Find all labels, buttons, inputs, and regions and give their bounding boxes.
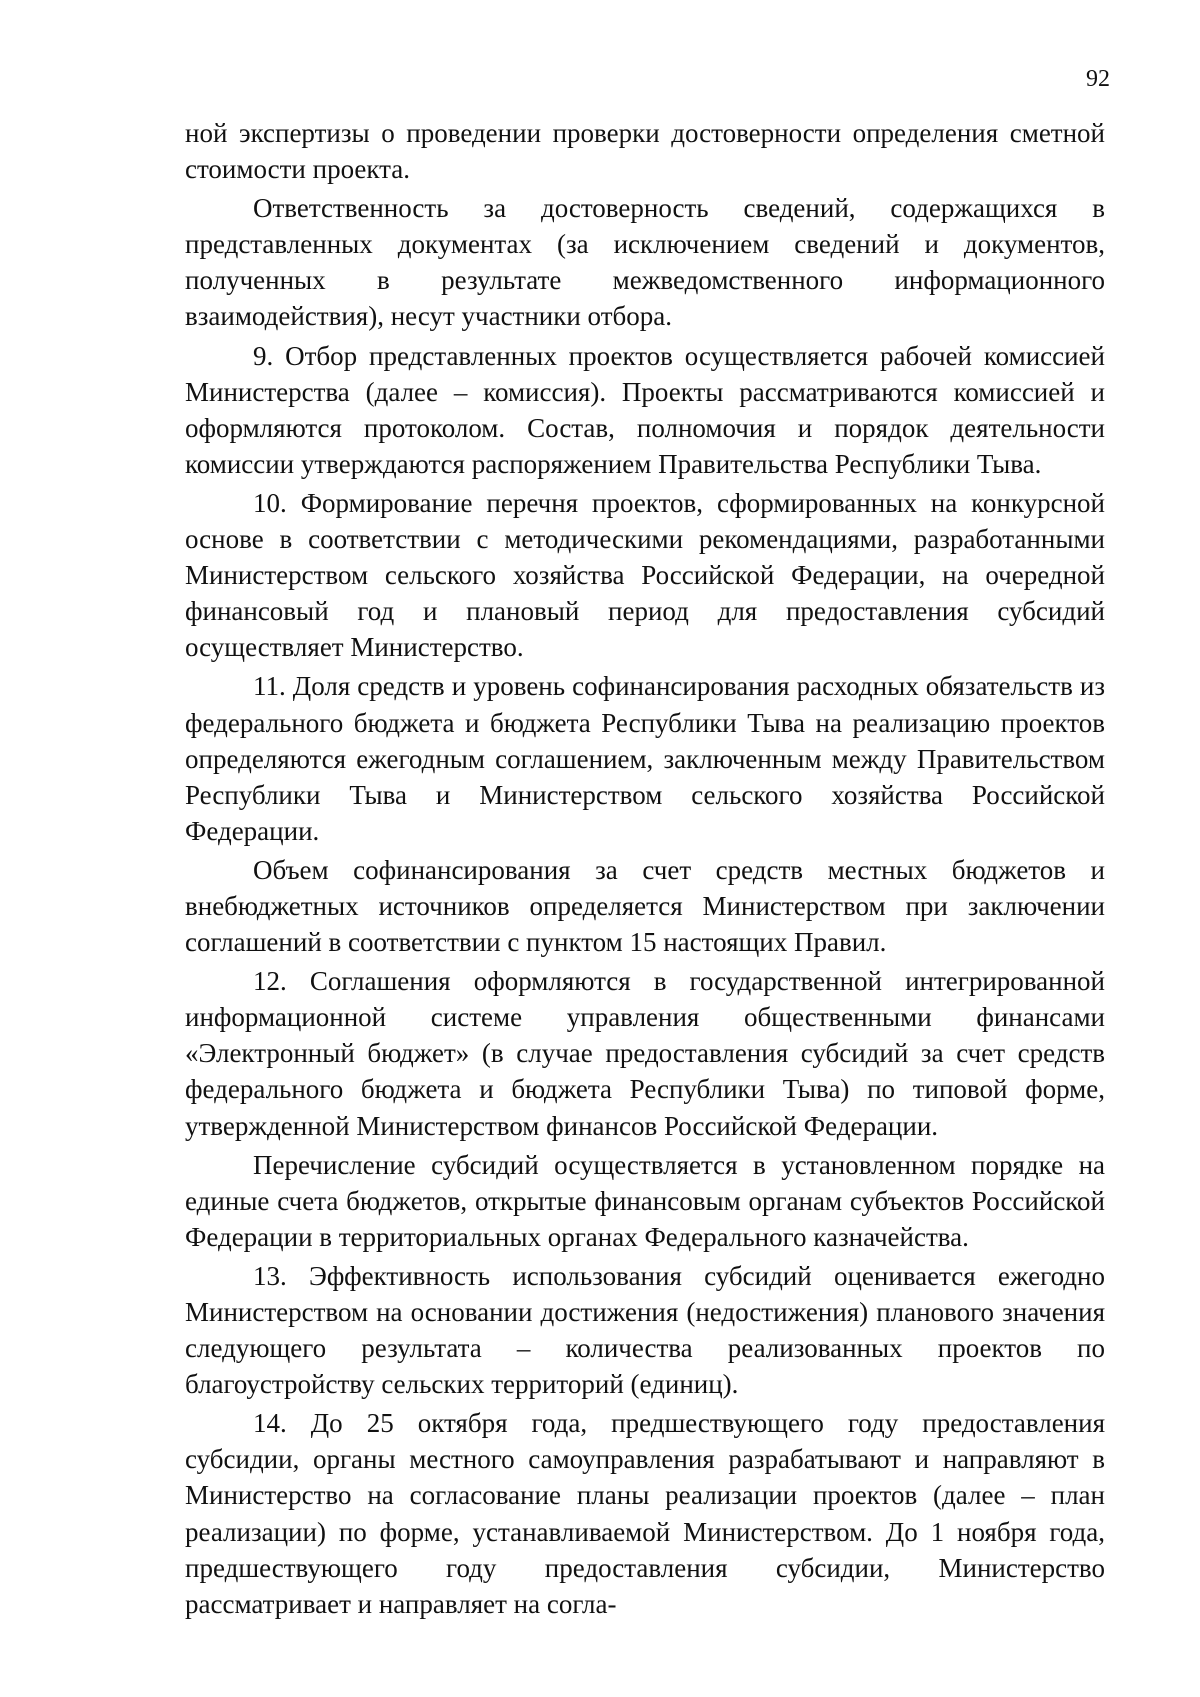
document-body	[185, 115, 1105, 1622]
paragraph-item-11: 11. Доля средств и уровень софинансирования расходных обязательств из федерального бюджета и бюджета Республики Тыва на реализацию проектов определяются ежегодным соглашением, заключенным между Правительством Республики Тыва и Министерством сельского хозяйства Российской Федерации.	[185, 671, 1105, 846]
paragraph-continuation: ной экспертизы о проведении проверки достоверности определения сметной стоимости проекта.	[185, 118, 1105, 185]
paragraph-item-12: 12. Соглашения оформляются в государственной интегрированной информационной системе управления общественными финансами «Электронный бюджет» (в случае предоставления субсидий за счет средств федерального бюджета и бюджета Республики Тыва) по типовой форме, утвержденной Министерством финансов Российской Федерации.	[185, 966, 1105, 1141]
paragraph-cofinancing-volume: Объем софинансирования за счет средств местных бюджетов и внебюджетных источников определяется Министерством при заключении соглашений в соответствии с пунктом 15 настоящих Правил.	[185, 854, 1105, 958]
paragraph-item-10: 10. Формирование перечня проектов, сформированных на конкурсной основе в соответствии с методическими рекомендациями, разработанными Министерством сельского хозяйства Российской Федерации, на очередной финансовый год и плановый период для предоставления субсидий осуществляет Министерство.	[185, 487, 1105, 663]
paragraph-item-13: 13. Эффективность использования субсидий оценивается ежегодно Министерством на основании достижения (недостижения) планового значения следующего результата – количества реализованных проектов по благоустройству сельских территорий (единиц).	[185, 1260, 1105, 1400]
paragraph-transfer-of-subsidies: Перечисление субсидий осуществляется в установленном порядке на единые счета бюджетов, открытые финансовым органам субъектов Российской Федерации в территориальных органах Федерального казначейства.	[185, 1149, 1105, 1252]
paragraph-item-9: 9. Отбор представленных проектов осуществляется рабочей комиссией Министерства (далее – комиссия). Проекты рассматриваются комиссией и оформляются протоколом. Состав, полномочия и порядок деятельности комиссии утверждаются распоряжением Правительства Республики Тыва.	[185, 340, 1105, 479]
page-number: 92	[1086, 66, 1110, 92]
paragraph-item-14: 14. До 25 октября года, предшествующего году предоставления субсидии, органы местного самоуправления разрабатывают и направляют в Министерство на согласование планы реализации проектов (далее – план реализации) по форме, устанавливаемой Министерством. До 1 ноября года, предшествующего году предоставления субсидии, Министерство рассматривает и направляет на согла-	[185, 1408, 1105, 1619]
paragraph-responsibility: Ответственность за достоверность сведений, содержащихся в представленных документах (за исключением сведений и документов, полученных в результате межведомственного информационного взаимодействия), несут участники отбора.	[185, 193, 1105, 332]
